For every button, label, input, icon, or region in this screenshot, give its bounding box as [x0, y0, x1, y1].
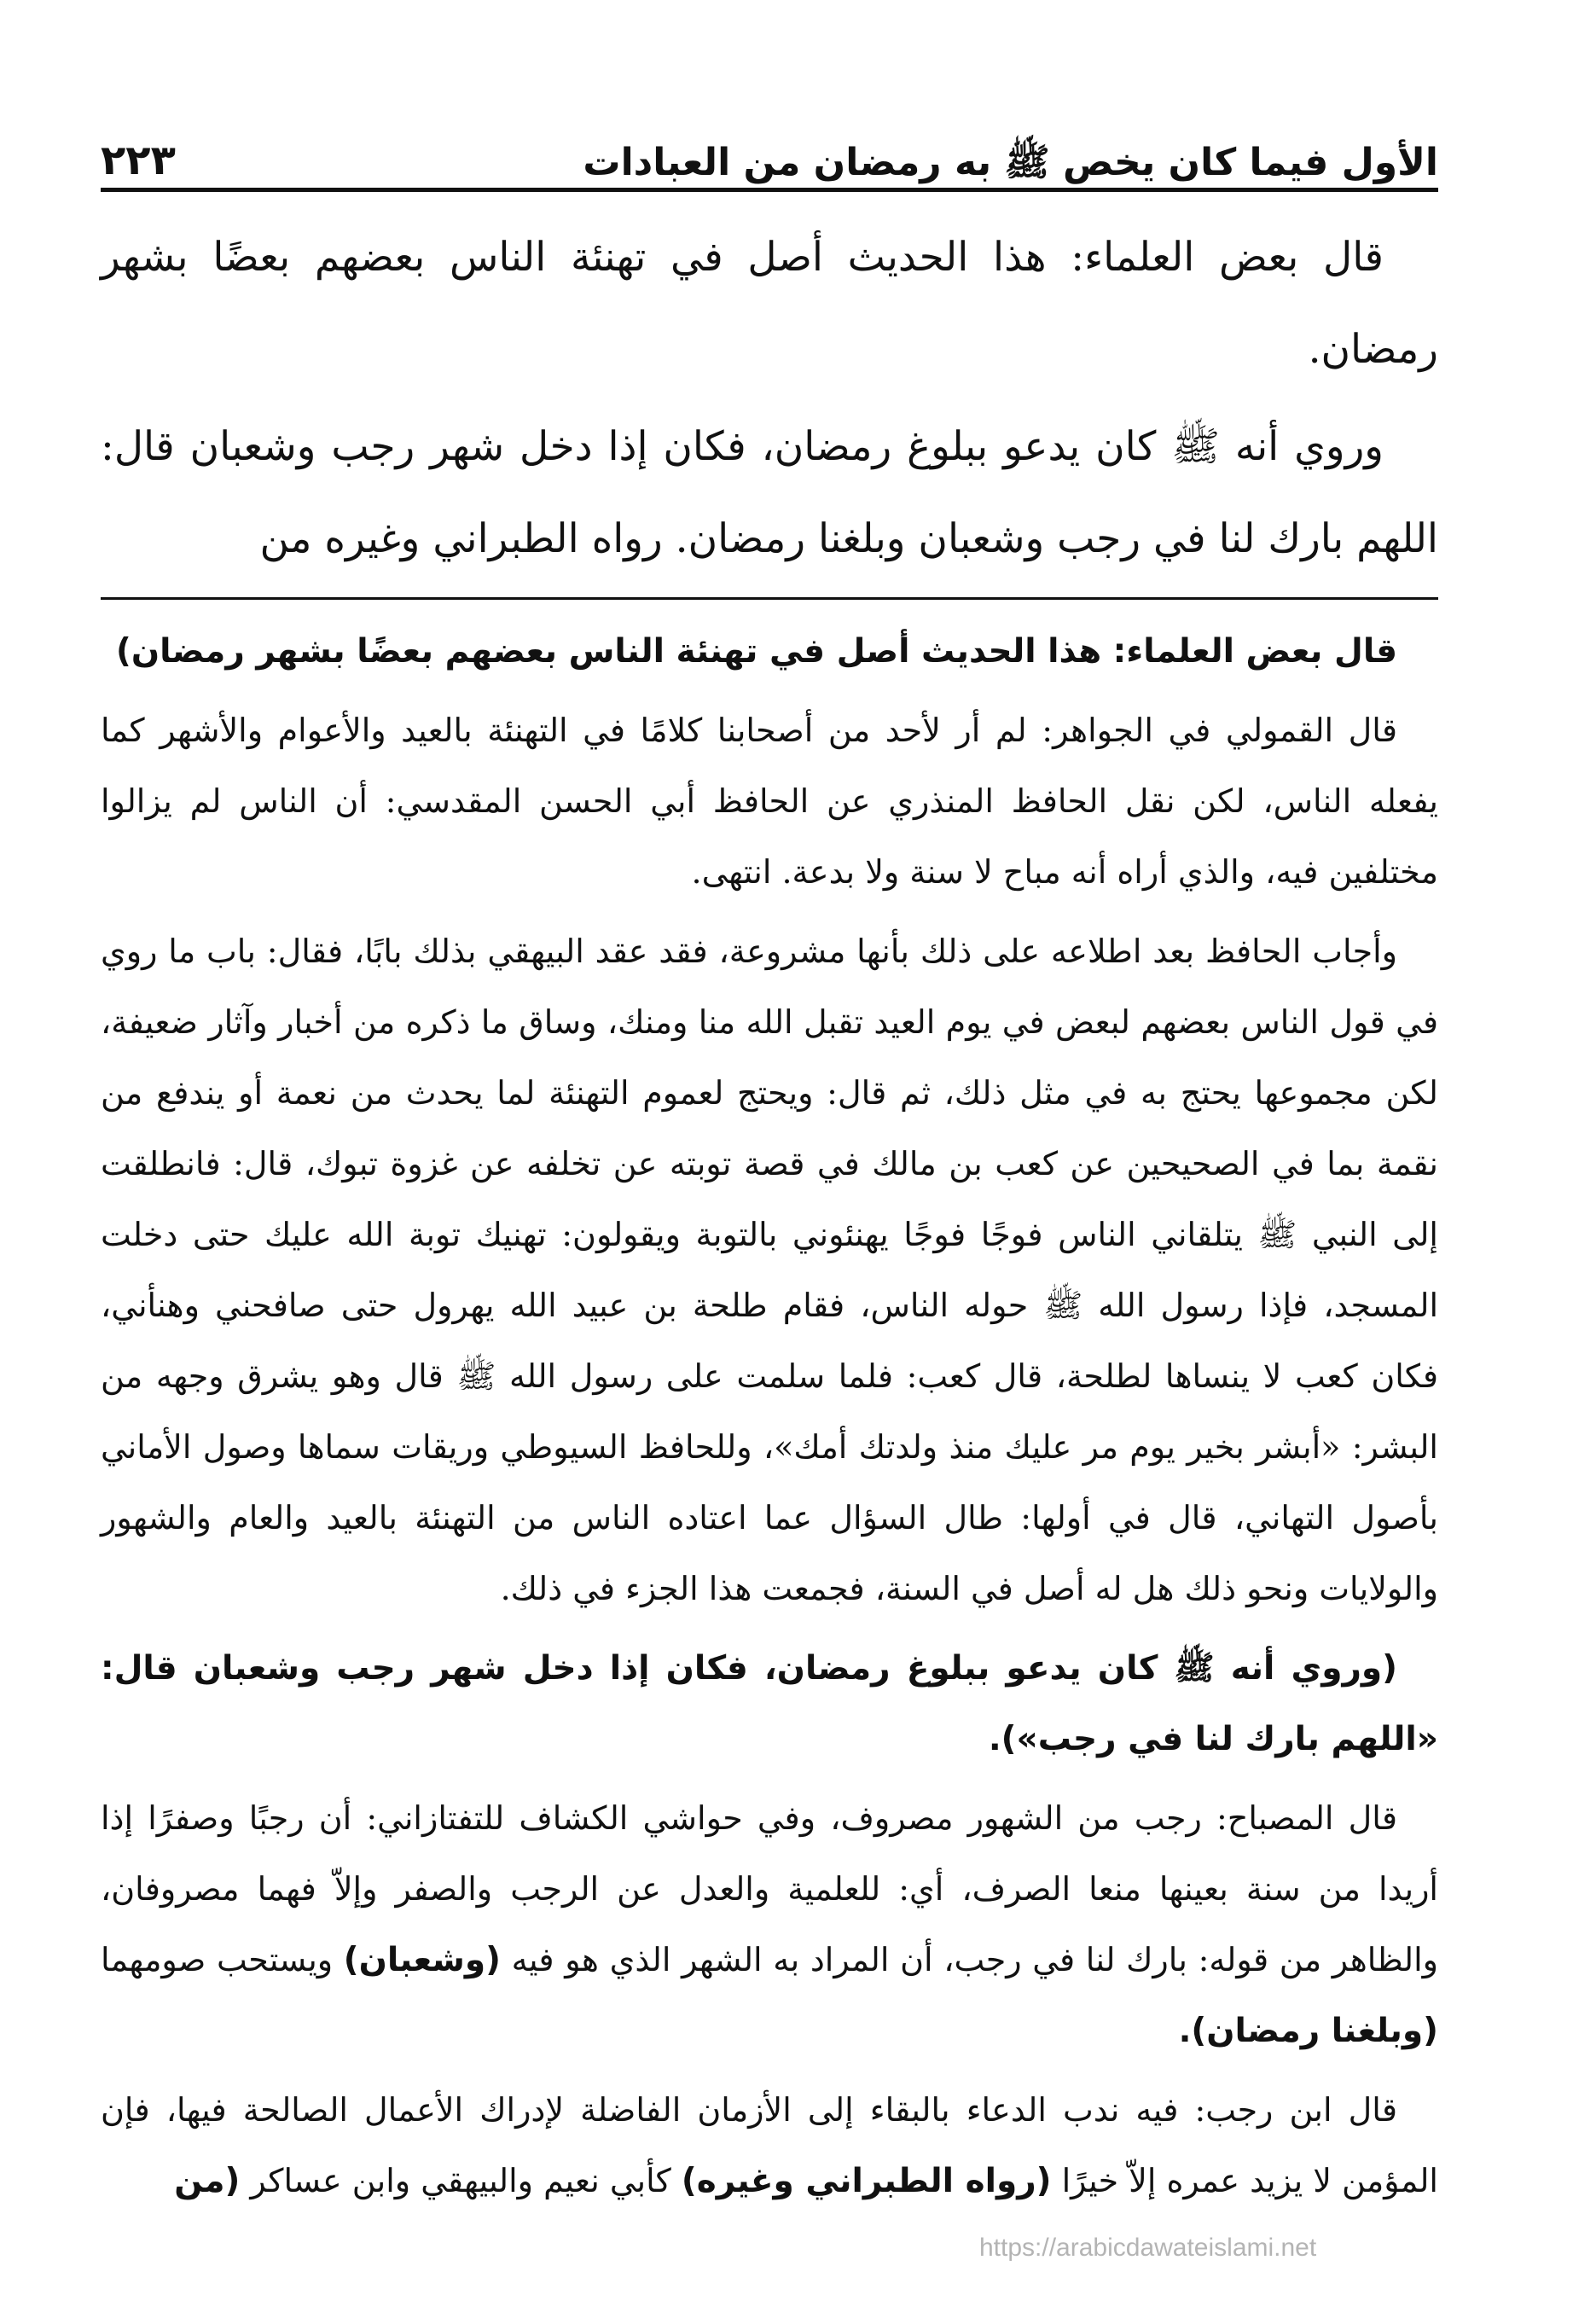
commentary-text: ويستحب صومهما: [101, 1941, 334, 1978]
main-text: [101, 212, 1438, 590]
watermark-url: https://arabicdawateislami.net: [979, 2234, 1317, 2262]
commentary-lemma-inline: (رواه الطبراني وغيره): [681, 2162, 1052, 2200]
header-rule: [101, 188, 1438, 192]
main-paragraph: قال بعض العلماء: هذا الحديث أصل في تهنئة الناس بعضهم بعضًا بشهر رمضان.: [101, 234, 1438, 373]
running-title: الأول فيما كان يخص ﷺ به رمضان من العبادات: [583, 141, 1438, 185]
page-header: [101, 109, 1438, 186]
commentary: [101, 616, 1438, 2225]
commentary-lemma: قال بعض العلماء: هذا الحديث أصل في تهنئة الناس بعضهم بعضًا بشهر رمضان): [116, 632, 1397, 671]
main-paragraph: وروي أنه ﷺ كان يدعو ببلوغ رمضان، فكان إذا دخل شهر رجب وشعبان قال: اللهم بارك لنا في رجب وشعبان وبلغنا رمضان. رواه الطبراني وغيره من: [101, 423, 1438, 562]
commentary-text: كأبي نعيم والبيهقي وابن عساكر: [250, 2162, 671, 2199]
commentary-paragraph: [101, 1783, 1438, 2066]
commentary-paragraph: [101, 2075, 1438, 2217]
commentary-text: قال المصباح: رجب من الشهور مصروف، وفي حواشي الكشاف للتفتازاني: أن رجبًا وصفرًا إذا أريدا من سنة بعينها منعا الصرف، أي: للعلمية والعدل عن الرجب والصفر وإلاّ فهما مصروفان، والظاهر من قوله: بارك لنا في رجب، أن المراد به الشهر الذي هو فيه: [101, 1799, 1438, 1978]
commentary-lemma-inline: (وشعبان): [343, 1941, 501, 1979]
footnote-separator: [101, 597, 1438, 600]
commentary-lemma-inline: (وبلغنا رمضان).: [1178, 2012, 1438, 2050]
commentary-text: قال ابن رجب: فيه ندب الدعاء بالبقاء إلى الأزمان الفاضلة لإدراك الأعمال الصالحة فيها، فإن المؤمن لا يزيد عمره إلاّ خيرًا: [101, 2091, 1438, 2199]
page-number: ٢٢٣: [101, 137, 176, 185]
commentary-paragraph: وأجاب الحافظ بعد اطلاعه على ذلك بأنها مشروعة، فقد عقد البيهقي بذلك بابًا، فقال: باب ما روي في قول الناس بعضهم لبعض في يوم العيد تقبل الله منا ومنك، وساق ما ذكره من أخبار وآثار ضعيفة، لكن مجموعها يحتج به في مثل ذلك، ثم قال: ويحتج لعموم التهنئة لما يحدث من نعمة أو يندفع من نقمة بما في الصحيحين عن كعب بن مالك في قصة توبته عن تخلفه عن غزوة تبوك، قال: فانطلقت إلى النبي ﷺ يتلقاني الناس فوجًا فوجًا يهنئوني بالتوبة ويقولون: تهنيك توبة الله عليك حتى دخلت المسجد، فإذا رسول الله ﷺ حوله الناس، فقام طلحة بن عبيد الله يهرول حتى صافحني وهنأني، فكان كعب لا ينساها لطلحة، قال كعب: فلما سلمت على رسول الله ﷺ قال وهو يشرق وجهه من البشر: «أبشر بخير يوم مر عليك منذ ولدتك أمك»، وللحافظ السيوطي وريقات سماها وصول الأماني بأصول التهاني، قال في أولها: طال السؤال عما اعتاده الناس من التهنئة بالعيد والعام والشهور والولايات ونحو ذلك هل له أصل في السنة، فجمعت هذا الجزء في ذلك.: [101, 933, 1438, 1607]
commentary-paragraph: قال القمولي في الجواهر: لم أر لأحد من أصحابنا كلامًا في التهنئة بالعيد والأعوام والأشهر كما يفعله الناس، لكن نقل الحافظ المنذري عن الحافظ أبي الحسن المقدسي: أن الناس لم يزالوا مختلفين فيه، والذي أراه أنه مباح لا سنة ولا بدعة. انتهى.: [101, 712, 1438, 891]
commentary-lemma-inline: (من: [174, 2162, 241, 2200]
commentary-lemma: (وروي أنه ﷺ كان يدعو ببلوغ رمضان، فكان إذا دخل شهر رجب وشعبان قال: «اللهم بارك لنا في رجب»).: [101, 1649, 1438, 1758]
